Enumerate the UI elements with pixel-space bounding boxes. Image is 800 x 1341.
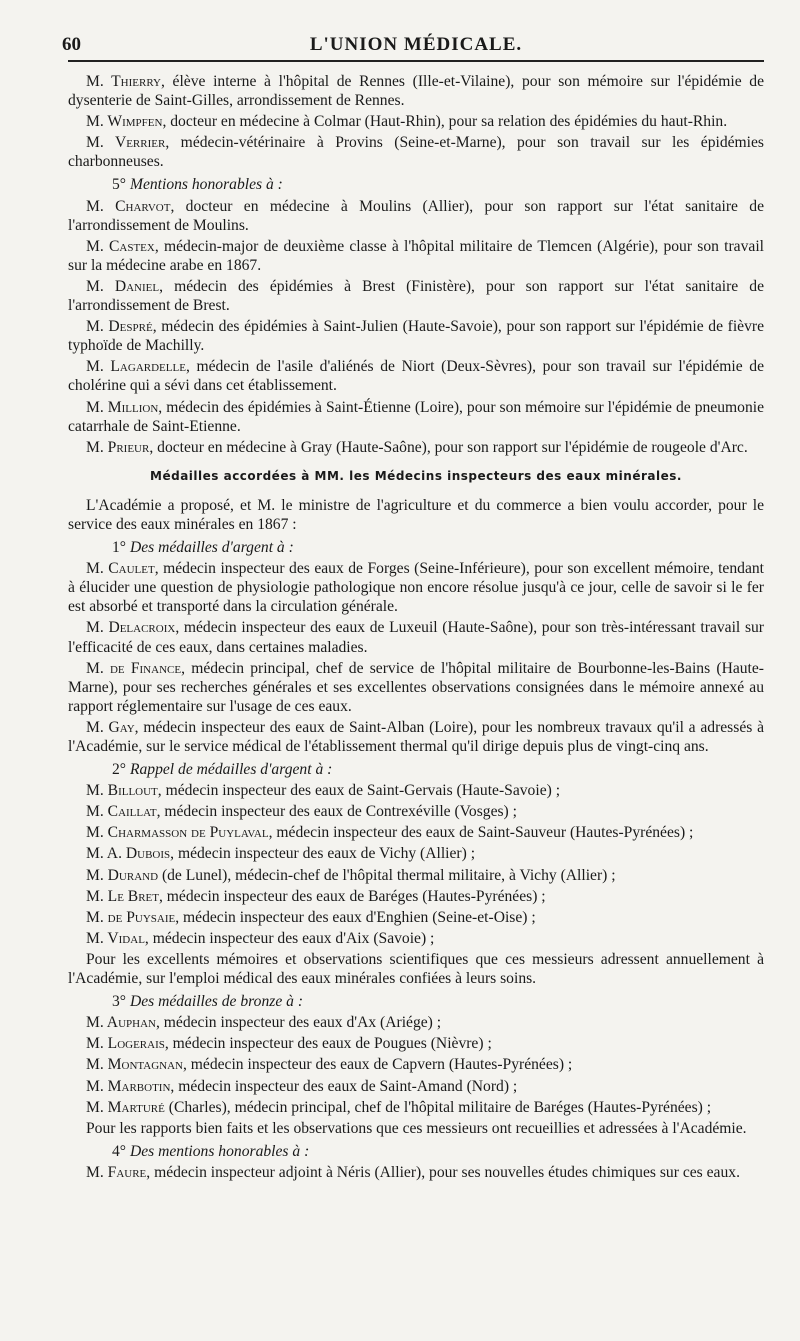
recipient-name: M. Despré xyxy=(86,318,153,336)
award-entry xyxy=(68,398,764,436)
recipient-name: M. Durand xyxy=(86,866,159,884)
award-entry xyxy=(68,438,764,457)
award-description: , élève interne à l'hôpital de Rennes (Ille-et-Vilaine), pour son mémoire sur l'épidémie de dysenterie de Saint-Gilles, arrondissement de Rennes. xyxy=(68,73,764,110)
award-entry xyxy=(68,802,764,821)
award-description: , médecin inspecteur des eaux de Luxeuil (Haute-Saône), pour son très-intéressant travail sur l'efficacité de ces eaux, dans certaines maladies. xyxy=(68,619,764,656)
recipient-name: M. A. Dubois xyxy=(86,845,171,863)
body-text xyxy=(68,72,764,1182)
award-description: (Charles), médecin principal, chef de l'hôpital militaire de Baréges (Hautes-Pyrénées) ; xyxy=(164,1098,712,1116)
recipient-name: M. Caillat xyxy=(86,803,157,821)
award-entry xyxy=(68,357,764,395)
page-header xyxy=(62,30,764,62)
award-list-bronze xyxy=(68,1013,764,1116)
award-description: , médecin des épidémies à Saint-Julien (Haute-Savoie), pour son rapport sur l'épidémie de fièvre typhoïde de Machilly. xyxy=(68,318,764,355)
recipient-name: M. Marbotin xyxy=(86,1077,171,1095)
award-description: , médecin-vétérinaire à Provins (Seine-et-Marne), pour son travail sur les épidémies charbonneuses. xyxy=(68,134,765,171)
award-description: , docteur en médecine à Moulins (Allier), pour son rapport sur l'état sanitaire de l'arrondissement de Moulins. xyxy=(68,197,764,234)
section-banner: Médailles accordées à MM. les Médecins inspecteurs des eaux minérales. xyxy=(150,468,682,483)
recipient-name: M. Daniel xyxy=(86,277,160,295)
award-entry xyxy=(68,718,764,756)
award-list-silver-recall xyxy=(68,781,764,948)
award-description: , médecin inspecteur adjoint à Néris (Allier), pour ses nouvelles études chimiques sur ces eaux. xyxy=(146,1163,740,1181)
award-entry xyxy=(68,887,764,906)
recipient-name: M. Marturé xyxy=(86,1098,165,1116)
award-entry xyxy=(68,866,764,885)
recipient-name: M. Prieur xyxy=(86,438,150,456)
award-description: , médecin inspecteur des eaux de Forges (Seine-Inférieure), pour son excellent mémoire, tendant à élucider une question de physiologie pathologique non encore résolue jusqu'à ce jour, celle de savoir si le fer est absorbé et transporté dans la circulation générale. xyxy=(68,560,764,616)
award-description: , médecin inspecteur des eaux de Pougues (Nièvre) ; xyxy=(164,1035,492,1053)
award-entry xyxy=(68,317,764,355)
award-entry xyxy=(68,197,764,235)
award-description: , médecin inspecteur des eaux de Saint-Amand (Nord) ; xyxy=(170,1077,518,1095)
award-entry xyxy=(68,112,764,131)
award-entry xyxy=(68,823,764,842)
award-entry xyxy=(68,1055,764,1074)
award-description: , médecin des épidémies à Brest (Finistère), pour son rapport sur l'état sanitaire de l'arrondissement de Brest. xyxy=(68,277,764,315)
award-entry xyxy=(68,1163,764,1182)
award-list-honorable-mentions xyxy=(68,197,764,457)
recipient-name: M. Charvot xyxy=(86,197,171,215)
award-description: , médecin inspecteur des eaux de Baréges (Hautes-Pyrénées) ; xyxy=(158,887,546,905)
award-description: , médecin inspecteur des eaux de Saint-Gervais (Haute-Savoie) ; xyxy=(157,782,561,800)
recipient-name: M. Million xyxy=(86,398,159,416)
recipient-name: M. Charmasson de Puylaval xyxy=(86,824,269,842)
section-heading-2: 2° Rappel de médailles d'argent à : xyxy=(112,761,333,779)
award-entry xyxy=(68,929,764,948)
recipient-name: M. Delacroix xyxy=(86,619,176,637)
award-description: , médecin inspecteur des eaux de Saint-Sauveur (Hautes-Pyrénées) ; xyxy=(268,824,694,842)
recipient-name: M. Castex xyxy=(86,237,155,255)
award-description: (de Lunel), médecin-chef de l'hôpital thermal militaire, à Vichy (Allier) ; xyxy=(158,866,616,884)
award-entry xyxy=(68,72,764,110)
section-heading-5: 5° Mentions honorables à : xyxy=(112,176,283,194)
award-description: , médecin inspecteur des eaux de Saint-Alban (Loire), pour les nombreux travaux qu'il a adressés à l'Académie, sur le service médical de l'établissement thermal qu'il dirige depuis plus de vingt-cinq ans. xyxy=(68,718,764,755)
recipient-name: M. Thierry xyxy=(86,73,161,90)
bronze-paragraph: Pour les rapports bien faits et les observations que ces messieurs ont recueillies et adressées à l'Académie. xyxy=(86,1119,747,1137)
award-entry xyxy=(68,1034,764,1053)
award-description: , médecin de l'asile d'aliénés de Niort (Deux-Sèvres), pour son travail sur l'épidémie de cholérine qui a sévi dans cet établissement. xyxy=(68,358,764,395)
award-description: , médecin principal, chef de service de l'hôpital militaire de Bourbonne-les-Bains (Haute-Marne), pour ses recherches générales et ses excellentes observations consignées dans le mémoire annexé au rapport réglementaire sur l'usage de ces eaux. xyxy=(68,659,764,715)
award-entry xyxy=(68,618,764,656)
award-list-mentions xyxy=(68,1163,764,1182)
award-list-epidemics xyxy=(68,72,764,171)
award-entry xyxy=(68,133,764,171)
award-entry xyxy=(68,237,764,275)
recipient-name: M. Faure xyxy=(86,1163,147,1181)
recipient-name: M. Montagnan xyxy=(86,1056,183,1074)
silver-recall-paragraph: Pour les excellents mémoires et observations scientifiques que ces messieurs adressent annuellement à l'Académie, sur l'emploi médical des eaux minérales confiées à leurs soins. xyxy=(68,950,764,988)
recipient-name: M. Vidal xyxy=(86,929,145,947)
section-heading-3: 3° Des médailles de bronze à : xyxy=(112,993,304,1011)
award-description: , médecin inspecteur des eaux de Contrexéville (Vosges) ; xyxy=(156,803,517,821)
running-title: L'UNION MÉDICALE. xyxy=(309,34,523,55)
award-entry xyxy=(68,908,764,927)
recipient-name: M. Le Bret xyxy=(86,887,159,905)
recipient-name: M. Wimpfen xyxy=(86,113,163,131)
award-description: , docteur en médecine à Gray (Haute-Saône), pour son rapport sur l'épidémie de rougeole d'Arc. xyxy=(149,438,748,456)
award-entry xyxy=(68,559,764,616)
award-entry xyxy=(68,659,764,716)
award-description: , médecin inspecteur des eaux d'Ax (Ariége) ; xyxy=(155,1014,442,1032)
recipient-name: M. Verrier xyxy=(86,134,166,152)
section-heading-1: 1° Des médailles d'argent à : xyxy=(112,539,294,557)
award-entry xyxy=(68,1098,764,1117)
recipient-name: M. Auphan xyxy=(86,1014,156,1032)
section-heading-4: 4° Des mentions honorables à : xyxy=(112,1142,310,1160)
award-description: , docteur en médecine à Colmar (Haut-Rhin), pour sa relation des épidémies du haut-Rhin. xyxy=(162,113,728,131)
recipient-name: M. Lagardelle xyxy=(86,358,186,376)
recipient-name: M. Logerais xyxy=(86,1035,165,1053)
award-entry xyxy=(68,1013,764,1032)
award-description: , médecin inspecteur des eaux de Vichy (Allier) ; xyxy=(170,845,476,863)
intro-paragraph: L'Académie a proposé, et M. le ministre de l'agriculture et du commerce a bien voulu accorder, pour le service des eaux minérales en 1867 : xyxy=(68,496,764,533)
award-list-silver xyxy=(68,559,764,756)
award-entry xyxy=(68,844,764,863)
recipient-name: M. Billout xyxy=(86,782,158,800)
recipient-name: M. de Puysaie xyxy=(86,908,176,926)
recipient-name: M. Caulet xyxy=(86,560,155,578)
award-description: , médecin inspecteur des eaux de Capvern (Hautes-Pyrénées) ; xyxy=(182,1056,573,1074)
award-entry xyxy=(68,781,764,800)
recipient-name: M. de Finance xyxy=(86,659,182,677)
page-number: 60 xyxy=(62,34,81,55)
award-description: , médecin inspecteur des eaux d'Enghien (Seine-et-Oise) ; xyxy=(175,908,536,926)
award-entry xyxy=(68,1077,764,1096)
award-description: , médecin-major de deuxième classe à l'hôpital militaire de Tlemcen (Algérie), pour son travail sur la médecine arabe en 1867. xyxy=(68,237,764,274)
award-entry xyxy=(68,277,764,315)
award-description: , médecin des épidémies à Saint-Étienne (Loire), pour son mémoire sur l'épidémie de pneumonie catarrhale de Saint-Etienne. xyxy=(68,398,764,435)
award-description: , médecin inspecteur des eaux d'Aix (Savoie) ; xyxy=(144,929,435,947)
recipient-name: M. Gay xyxy=(86,718,135,736)
